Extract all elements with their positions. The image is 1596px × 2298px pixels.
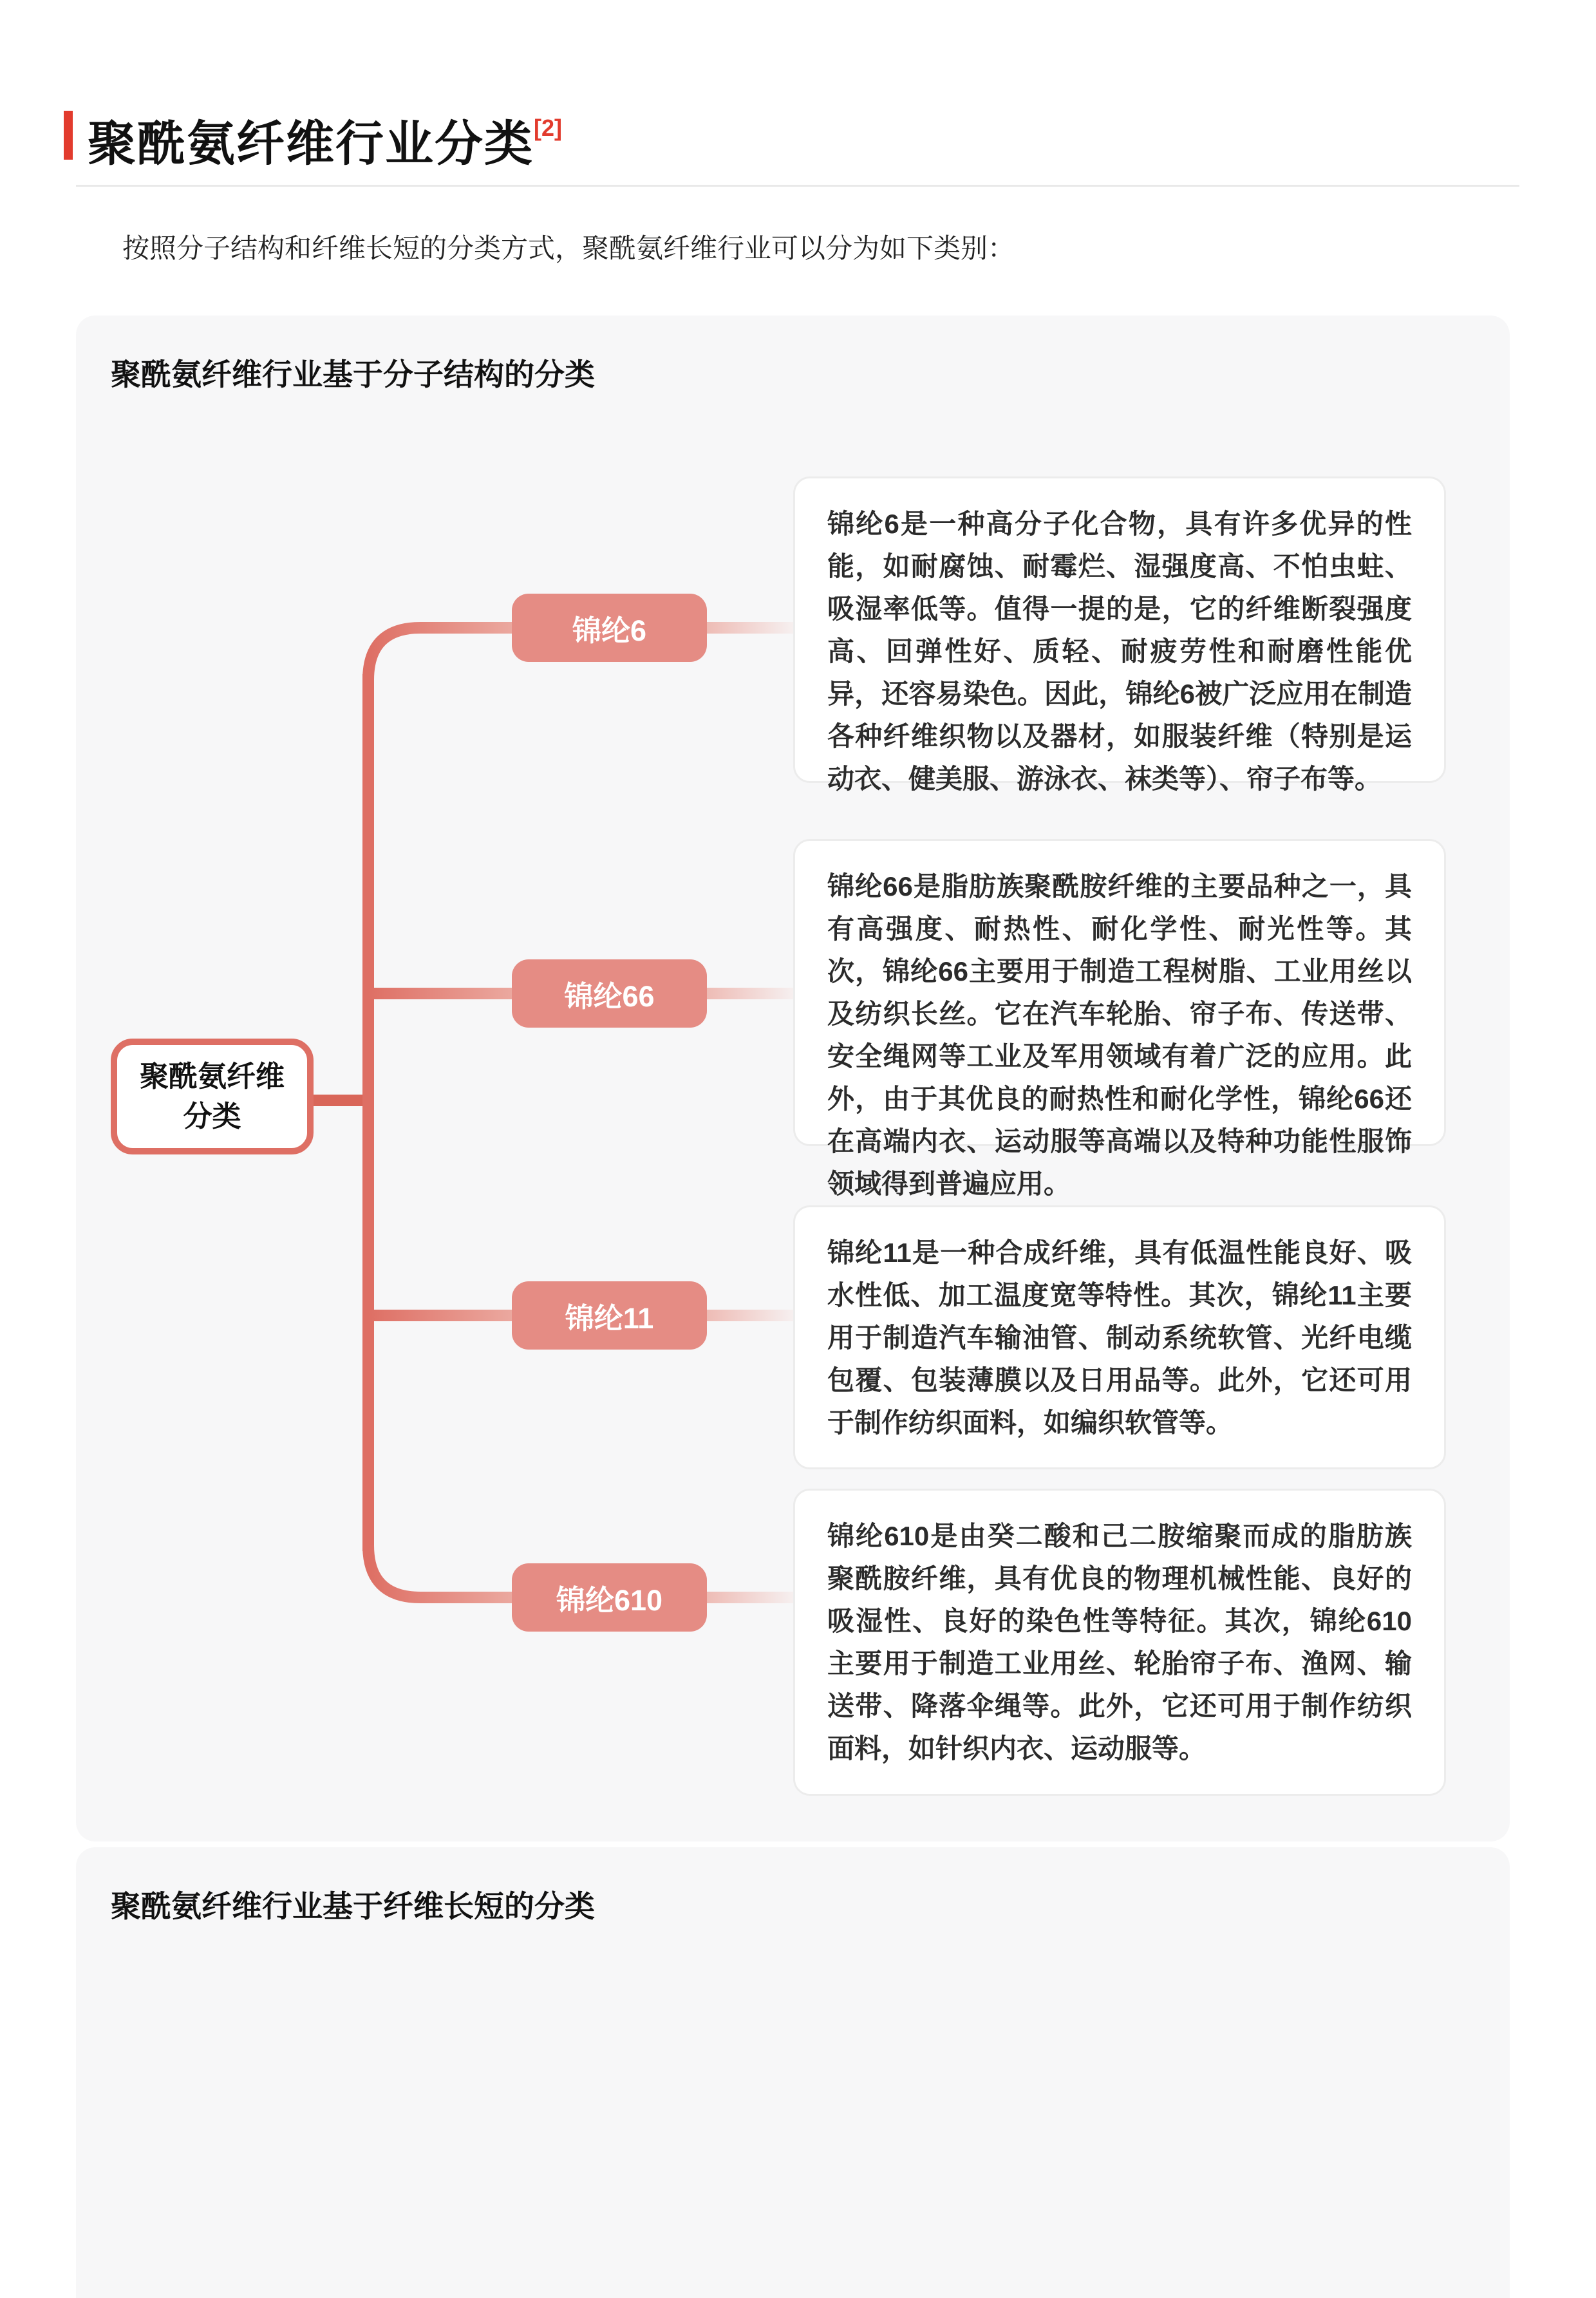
branch-node-nylon66: 锦纶66 [512, 959, 707, 1028]
header-divider [76, 185, 1519, 187]
fiber-length-card-title: 聚酰氨纤维行业基于纤维长短的分类 [111, 1889, 595, 1923]
branch-node-nylon11: 锦纶11 [512, 1281, 707, 1350]
title-accent-bar [64, 111, 73, 160]
description-box-nylon610: 锦纶610是由癸二酸和己二胺缩聚而成的脂肪族聚酰胺纤维，具有优良的物理机械性能、良好的吸湿性、良好的染色性等特征。其次，锦纶610主要用于制造工业用丝、轮胎帘子布、渔网、输送带、降落伞绳等。此外，它还可用于制作纺织面料，如针织内衣、运动服等。 [793, 1489, 1446, 1796]
page-title [88, 106, 562, 174]
description-box-nylon6: 锦纶6是一种高分子化合物，具有许多优异的性能，如耐腐蚀、耐霉烂、湿强度高、不怕虫蛀、吸湿率低等。值得一提的是，它的纤维断裂强度高、回弹性好、质轻、耐疲劳性和耐磨性能优异，还容易染色。因此，锦纶6被广泛应用在制造各种纤维织物以及器材，如服装纤维（特别是运动衣、健美服、游泳衣、袜类等）、帘子布等。 [793, 476, 1446, 783]
intro-paragraph: 按照分子结构和纤维长短的分类方式，聚酰氨纤维行业可以分为如下类别： [122, 233, 1015, 263]
molecular-card-title: 聚酰氨纤维行业基于分子结构的分类 [111, 357, 595, 391]
branch-node-nylon610: 锦纶610 [512, 1563, 707, 1632]
fiber-length-classification-card [76, 1847, 1510, 2298]
description-box-nylon11: 锦纶11是一种合成纤维，具有低温性能良好、吸水性低、加工温度宽等特性。其次，锦纶11主要用于制造汽车输油管、制动系统软管、光纤电缆包覆、包装薄膜以及日用品等。此外，它还可用于制作纺织面料，如编织软管等。 [793, 1205, 1446, 1469]
branch-node-nylon6: 锦纶6 [512, 594, 707, 662]
root-node [111, 1039, 314, 1154]
root-node-label: 聚酰氨纤维 分类 [139, 1060, 285, 1133]
page-title-text: 聚酰氨纤维行业分类 [88, 117, 534, 171]
description-box-nylon66: 锦纶66是脂肪族聚酰胺纤维的主要品种之一，具有高强度、耐热性、耐化学性、耐光性等。其次，锦纶66主要用于制造工程树脂、工业用丝以及纺织长丝。它在汽车轮胎、帘子布、传送带、安全绳网等工业及军用领域有着广泛的应用。此外，由于其优良的耐热性和耐化学性，锦纶66还在高端内衣、运动服等高端以及特种功能性服饰领域得到普遍应用。 [793, 839, 1446, 1146]
title-superscript: [2] [534, 115, 563, 141]
